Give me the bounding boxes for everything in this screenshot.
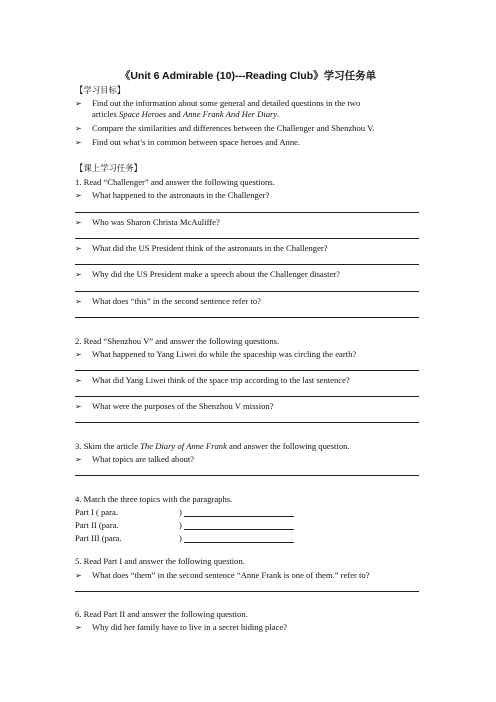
part-2-label: Part II (para. — [75, 520, 119, 530]
answer-line[interactable] — [75, 591, 419, 592]
bullet-arrow-icon: ➢ — [75, 455, 82, 464]
answer-line[interactable] — [75, 396, 419, 397]
objectives-heading: 【学习目标】 — [75, 85, 126, 95]
objective-1-line2: articles Space Heroes and Anne Frank And Her Diary. — [92, 109, 280, 119]
tasks-heading: 【课上学习任务】 — [75, 163, 142, 173]
task2-heading: 2. Read “Shenzhou V” and answer the following questions. — [75, 336, 280, 346]
task1-question-1: What happened to the astronauts in the Challenger? — [92, 190, 270, 200]
answer-line[interactable] — [75, 264, 419, 265]
task2-question-3: What were the purposes of the Shenzhou V mission? — [92, 401, 274, 411]
task3-heading: 3. Skim the article The Diary of Anne Frank and answer the following question. — [75, 441, 350, 451]
bullet-arrow-icon: ➢ — [75, 350, 82, 359]
task5-question: What does “them” in the second sentence “Anne Frank is one of them.” refer to? — [92, 570, 370, 580]
part-2-close: ) — [179, 520, 182, 530]
task1-question-5: What does “this” in the second sentence refer to? — [92, 296, 261, 306]
task3-question: What topics are talked about? — [92, 454, 195, 464]
task2-question-2: What did Yang Liwei think of the space trip according to the last sentence? — [92, 375, 350, 385]
bullet-arrow-icon: ➢ — [75, 124, 82, 133]
bullet-arrow-icon: ➢ — [75, 297, 82, 306]
bullet-arrow-icon: ➢ — [75, 191, 82, 200]
part-3-close: ) — [179, 533, 182, 543]
task1-question-2: Who was Sharon Christa McAuliffe? — [92, 217, 220, 227]
task6-question: Why did her family have to live in a secret hiding place? — [92, 622, 287, 632]
bullet-arrow-icon: ➢ — [75, 99, 82, 108]
bullet-arrow-icon: ➢ — [75, 402, 82, 411]
task1-heading: 1. Read “Challenger” and answer the following questions. — [75, 177, 275, 187]
part-1-close: ) — [179, 507, 182, 517]
answer-line[interactable] — [75, 317, 419, 318]
answer-line[interactable] — [75, 212, 419, 213]
task2-question-1: What happened to Yang Liwei do while the spaceship was circling the earth? — [92, 349, 357, 359]
objective-2: Compare the similarities and differences between the Challenger and Shenzhou V. — [92, 123, 375, 133]
bullet-arrow-icon: ➢ — [75, 138, 82, 147]
answer-line[interactable] — [75, 422, 419, 423]
bullet-arrow-icon: ➢ — [75, 376, 82, 385]
answer-line[interactable] — [75, 238, 419, 239]
bullet-arrow-icon: ➢ — [75, 623, 82, 632]
part-1-label: Part I ( para. — [75, 507, 118, 517]
task4-heading: 4. Match the three topics with the paragraphs. — [75, 494, 233, 504]
part-3-blank[interactable] — [184, 542, 294, 543]
task1-question-4: Why did the US President make a speech about the Challenger disaster? — [92, 269, 340, 279]
task1-question-3: What did the US President think of the astronauts in the Challenger? — [92, 243, 328, 253]
answer-line[interactable] — [75, 370, 419, 371]
bullet-arrow-icon: ➢ — [75, 244, 82, 253]
task5-heading: 5. Read Part I and answer the following question. — [75, 556, 245, 566]
objective-1-line1: Find out the information about some general and detailed questions in the two — [92, 98, 361, 108]
part-1-blank[interactable] — [184, 516, 294, 517]
objective-3: Find out what’s in common between space heroes and Anne. — [92, 137, 301, 147]
page-title: 《Unit 6 Admirable (10)---Reading Club》学习任务单 — [119, 70, 377, 82]
answer-line[interactable] — [75, 291, 419, 292]
answer-line[interactable] — [75, 475, 419, 476]
bullet-arrow-icon: ➢ — [75, 571, 82, 580]
bullet-arrow-icon: ➢ — [75, 270, 82, 279]
task6-heading: 6. Read Part II and answer the following question. — [75, 609, 248, 619]
part-2-blank[interactable] — [184, 529, 294, 530]
part-3-label: Part III (para. — [75, 533, 122, 543]
bullet-arrow-icon: ➢ — [75, 218, 82, 227]
